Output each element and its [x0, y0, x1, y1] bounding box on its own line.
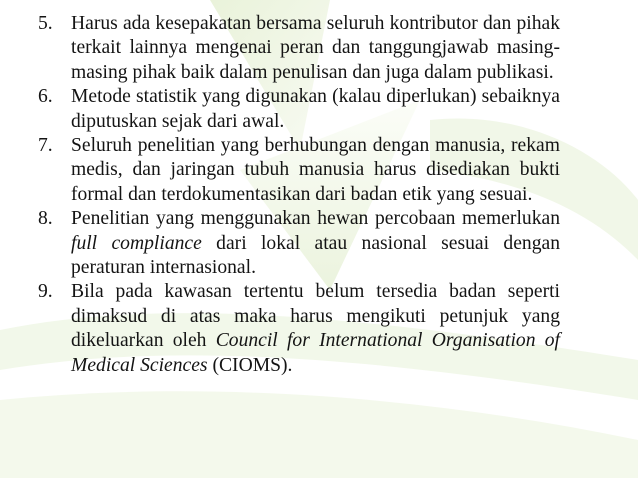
text-segment: dari lokal atau nasional sesuai dengan peraturan internasional. — [71, 232, 560, 279]
list-number: 9. — [38, 281, 53, 303]
list-item — [38, 280, 560, 378]
list-number: 6. — [38, 86, 53, 108]
list-number: 5. — [38, 13, 53, 34]
list-item — [38, 85, 560, 134]
list-text: Metode statistik yang digunakan (kalau diperlukan) sebaiknya diputuskan sejak dari awal. — [71, 86, 560, 132]
list-text — [71, 207, 560, 280]
text-segment: (CIOMS). — [207, 354, 293, 376]
italic-phrase: full compliance — [71, 232, 202, 254]
italic-phrase: Council for International Organisation of Medical Sciences — [71, 330, 560, 376]
list-text — [71, 280, 560, 378]
list-text: Seluruh penelitian yang berhubungan dengan manusia, rekam medis, dan jaringan tubuh manusia harus disediakan bukti formal dan terdokumentasikan dari badan etik yang sesuai. — [71, 135, 560, 205]
list-item — [38, 207, 560, 280]
list-item — [38, 134, 560, 207]
text-segment: Penelitian yang menggunakan hewan percobaan memerlukan — [71, 208, 560, 230]
numbered-list — [38, 12, 560, 378]
list-item — [38, 12, 560, 85]
text-segment: Bila pada kawasan tertentu belum tersedia badan seperti dimaksud di atas maka harus mengikuti petunjuk yang dikeluarkan oleh — [71, 281, 560, 352]
list-number: 8. — [38, 208, 53, 230]
list-text: Harus ada kesepakatan bersama seluruh kontributor dan pihak terkait lainnya mengenai peran dan tanggungjawab masing-masing pihak baik dalam penulisan dan juga dalam publikasi. — [71, 13, 560, 83]
list-number: 7. — [38, 135, 53, 157]
